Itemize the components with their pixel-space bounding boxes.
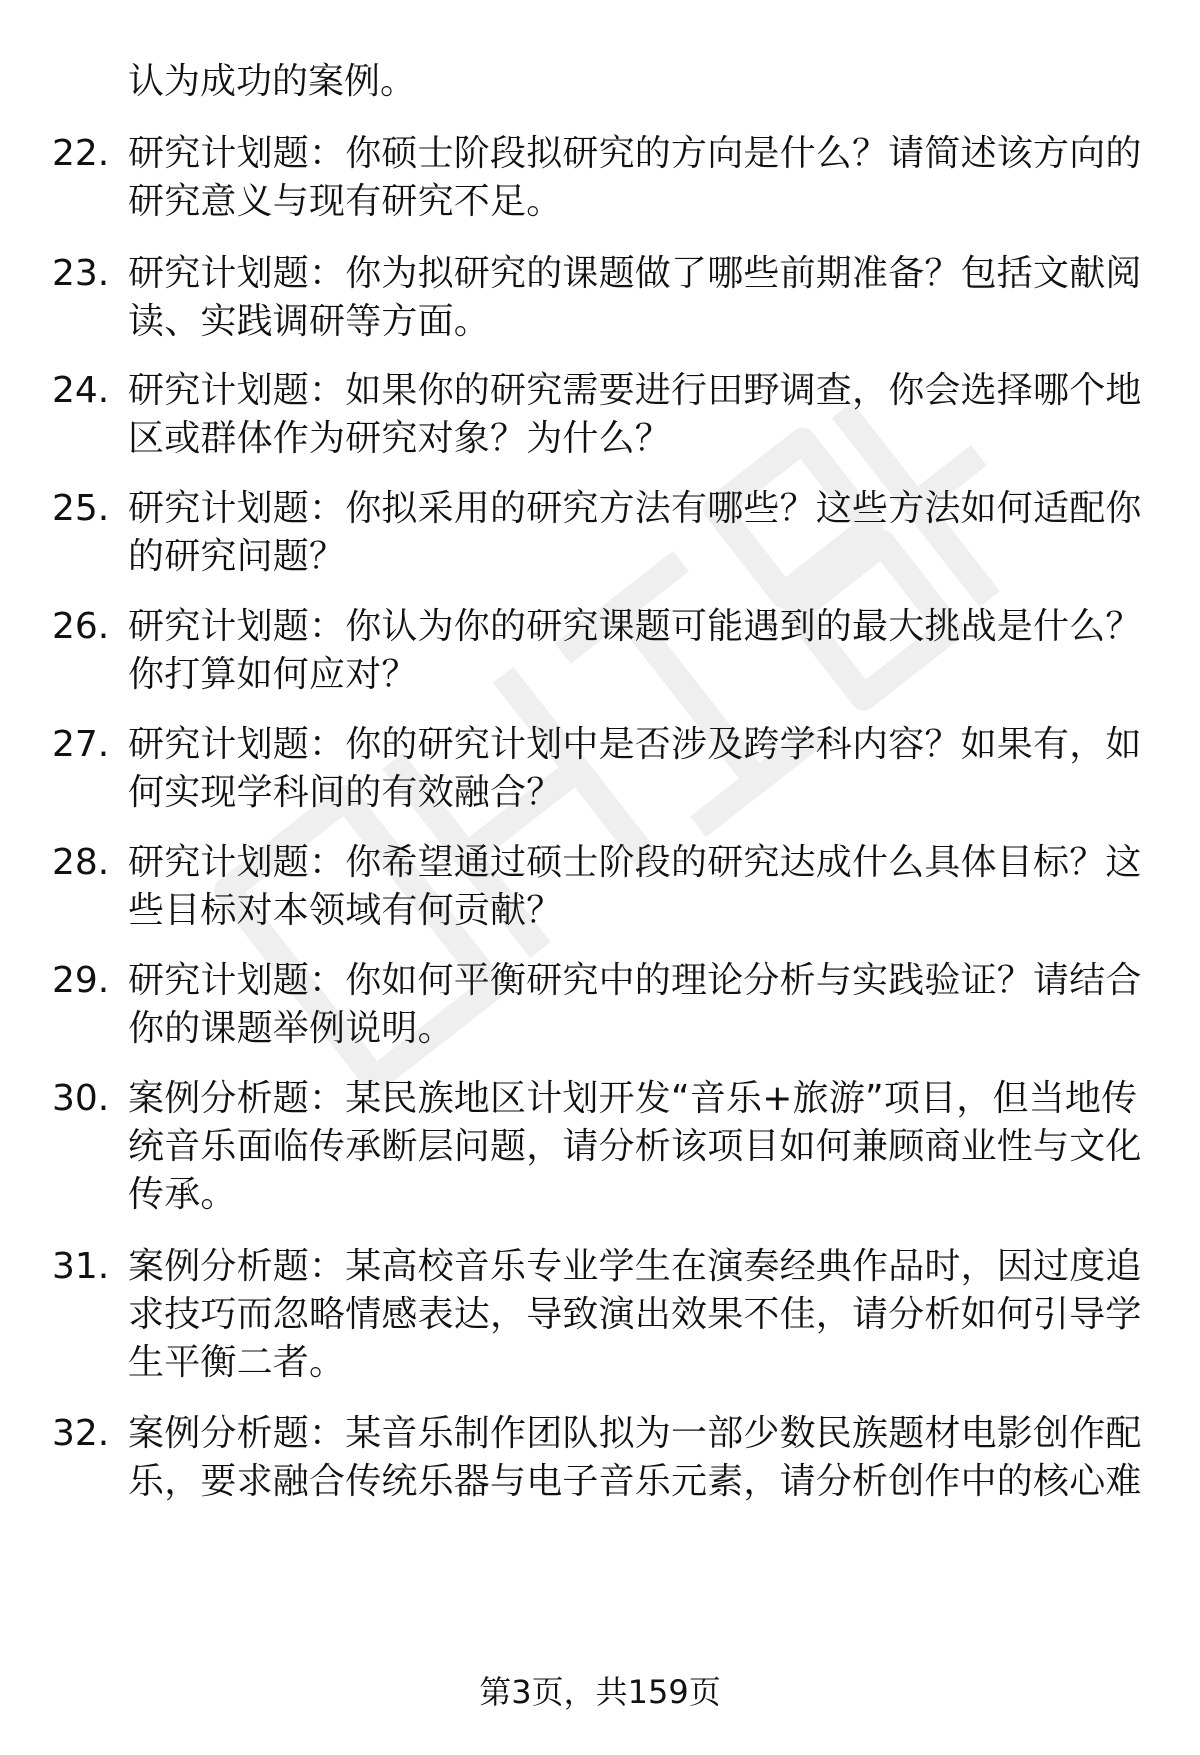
question-number: 32. — [52, 1413, 110, 1454]
question-number: 31. — [52, 1246, 110, 1287]
question-text: 研究计划题：如果你的研究需要进行田野调查，你会选择哪个地区或群体作为研究对象？为什么？ — [128, 370, 1142, 459]
question-number: 25. — [52, 488, 110, 529]
question-number: 26. — [52, 606, 110, 647]
question-number: 29. — [52, 960, 110, 1001]
question-number: 30. — [52, 1078, 110, 1119]
question-text: 案例分析题：某民族地区计划开发“音乐+旅游”项目，但当地传统音乐面临传承断层问题，请分析该项目如何兼顾商业性与文化传承。 — [128, 1078, 1142, 1215]
question-text: 研究计划题：你为拟研究的课题做了哪些前期准备？包括文献阅读、实践调研等方面。 — [128, 253, 1142, 342]
question-text: 案例分析题：某音乐制作团队拟为一部少数民族题材电影创作配乐，要求融合传统乐器与电子音乐元素，请分析创作中的核心难 — [128, 1413, 1142, 1502]
question-text: 研究计划题：你拟采用的研究方法有哪些？这些方法如何适配你的研究问题？ — [128, 488, 1142, 577]
continuation-text: 认为成功的案例。 — [128, 61, 417, 102]
question-text: 案例分析题：某高校音乐专业学生在演奏经典作品时，因过度追求技巧而忽略情感表达，导致演出效果不佳，请分析如何引导学生平衡二者。 — [128, 1246, 1142, 1383]
question-number: 22. — [52, 133, 110, 174]
page-footer: 第3页，共159页 — [479, 1673, 721, 1711]
question-text: 研究计划题：你认为你的研究课题可能遇到的最大挑战是什么？你打算如何应对？ — [128, 606, 1142, 695]
question-number: 28. — [52, 842, 110, 883]
question-text: 研究计划题：你希望通过硕士阶段的研究达成什么具体目标？这些目标对本领域有何贡献？ — [128, 842, 1142, 931]
question-number: 24. — [52, 370, 110, 411]
question-number: 27. — [52, 724, 110, 765]
question-text: 研究计划题：你的研究计划中是否涉及跨学科内容？如果有，如何实现学科间的有效融合？ — [128, 724, 1142, 813]
question-text: 研究计划题：你硕士阶段拟研究的方向是什么？请简述该方向的研究意义与现有研究不足。 — [128, 133, 1142, 222]
question-text: 研究计划题：你如何平衡研究中的理论分析与实践验证？请结合你的课题举例说明。 — [128, 960, 1142, 1049]
question-number: 23. — [52, 253, 110, 294]
